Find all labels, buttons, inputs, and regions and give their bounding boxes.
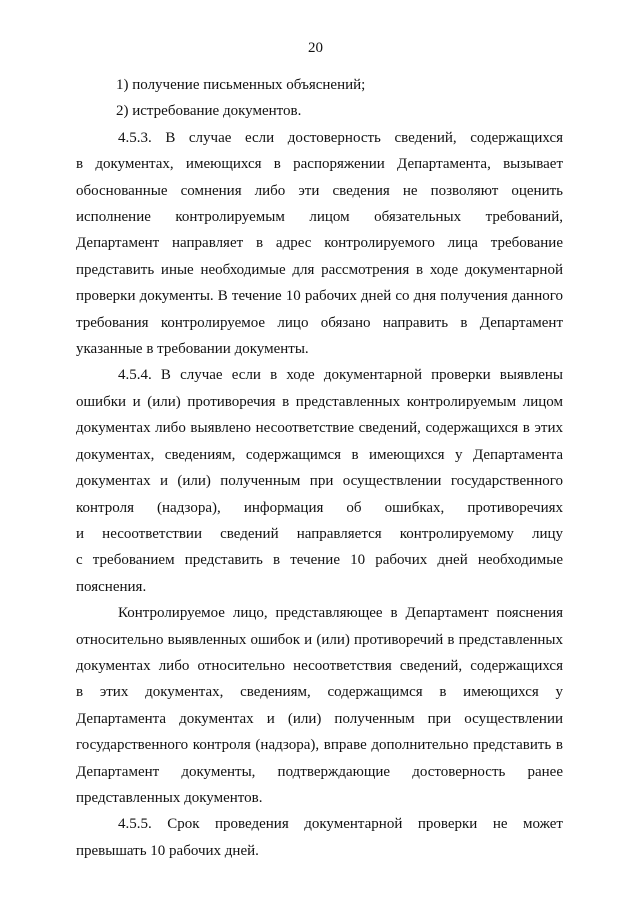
para-controlled-line: государственного контроля (надзора), вправе дополнительно представить в — [76, 737, 563, 754]
para-454-line: контроля (надзора), информация об ошибках, противоречиях — [76, 499, 563, 516]
para-454-line: ошибки и (или) противоречия в представленных контролируемым лицом — [76, 393, 563, 410]
para-controlled-line: Контролируемое лицо, представляющее в Департамент пояснения — [118, 605, 563, 622]
para-454-line: пояснения. — [76, 578, 147, 595]
para-controlled-line: представленных документов. — [76, 789, 263, 806]
para-455-line: превышать 10 рабочих дней. — [76, 842, 259, 859]
para-455-line: 4.5.5. Срок проведения документарной проверки не может — [118, 816, 563, 833]
para-453-line: проверки документы. В течение 10 рабочих дней со дня получения данного — [76, 288, 563, 305]
para-453-line: Департамент направляет в адрес контролируемого лица требование — [76, 235, 563, 252]
document-body — [76, 72, 563, 864]
para-453-line: 4.5.3. В случае если достоверность сведений, содержащихся — [118, 129, 563, 146]
para-453-line: указанные в требовании документы. — [76, 341, 309, 358]
page-number: 20 — [308, 40, 323, 56]
para-controlled-line: относительно выявленных ошибок и (или) противоречий в представленных — [76, 631, 563, 648]
para-controlled-line: документах либо относительно несоответствия сведений, содержащихся — [76, 657, 563, 674]
para-controlled-line: Департамента документах и (или) полученным при осуществлении — [76, 710, 563, 727]
para-454-line: с требованием представить в течение 10 рабочих дней необходимые — [76, 552, 563, 569]
para-454-line: документах, сведениям, содержащимся в имеющихся у Департамента — [76, 446, 563, 463]
para-453-line: представить иные необходимые для рассмотрения в ходе документарной — [76, 261, 563, 278]
para-454-line: документах либо выявлено несоответствие сведений, содержащихся в этих — [76, 420, 563, 437]
para-454-line: и несоответствии сведений направляется контролируемому лицу — [76, 525, 563, 542]
para-454-line: документах и (или) полученным при осуществлении государственного — [76, 473, 563, 490]
para-453-line: в документах, имеющихся в распоряжении Департамента, вызывает — [76, 156, 563, 173]
para-453-line: требования контролируемое лицо обязано направить в Департамент — [76, 314, 563, 331]
para-454-line: 4.5.4. В случае если в ходе документарной проверки выявлены — [118, 367, 563, 384]
list-item-1: 1) получение письменных объяснений; — [116, 77, 366, 93]
list-item-2: 2) истребование документов. — [116, 103, 302, 120]
para-453-line: обоснованные сомнения либо эти сведения не позволяют оценить — [76, 182, 563, 199]
para-controlled-line: в этих документах, сведениям, содержащимся в имеющихся у — [76, 684, 563, 701]
para-453-line: исполнение контролируемым лицом обязательных требований, — [76, 209, 563, 226]
para-controlled-line: Департамент документы, подтверждающие достоверность ранее — [76, 763, 563, 780]
